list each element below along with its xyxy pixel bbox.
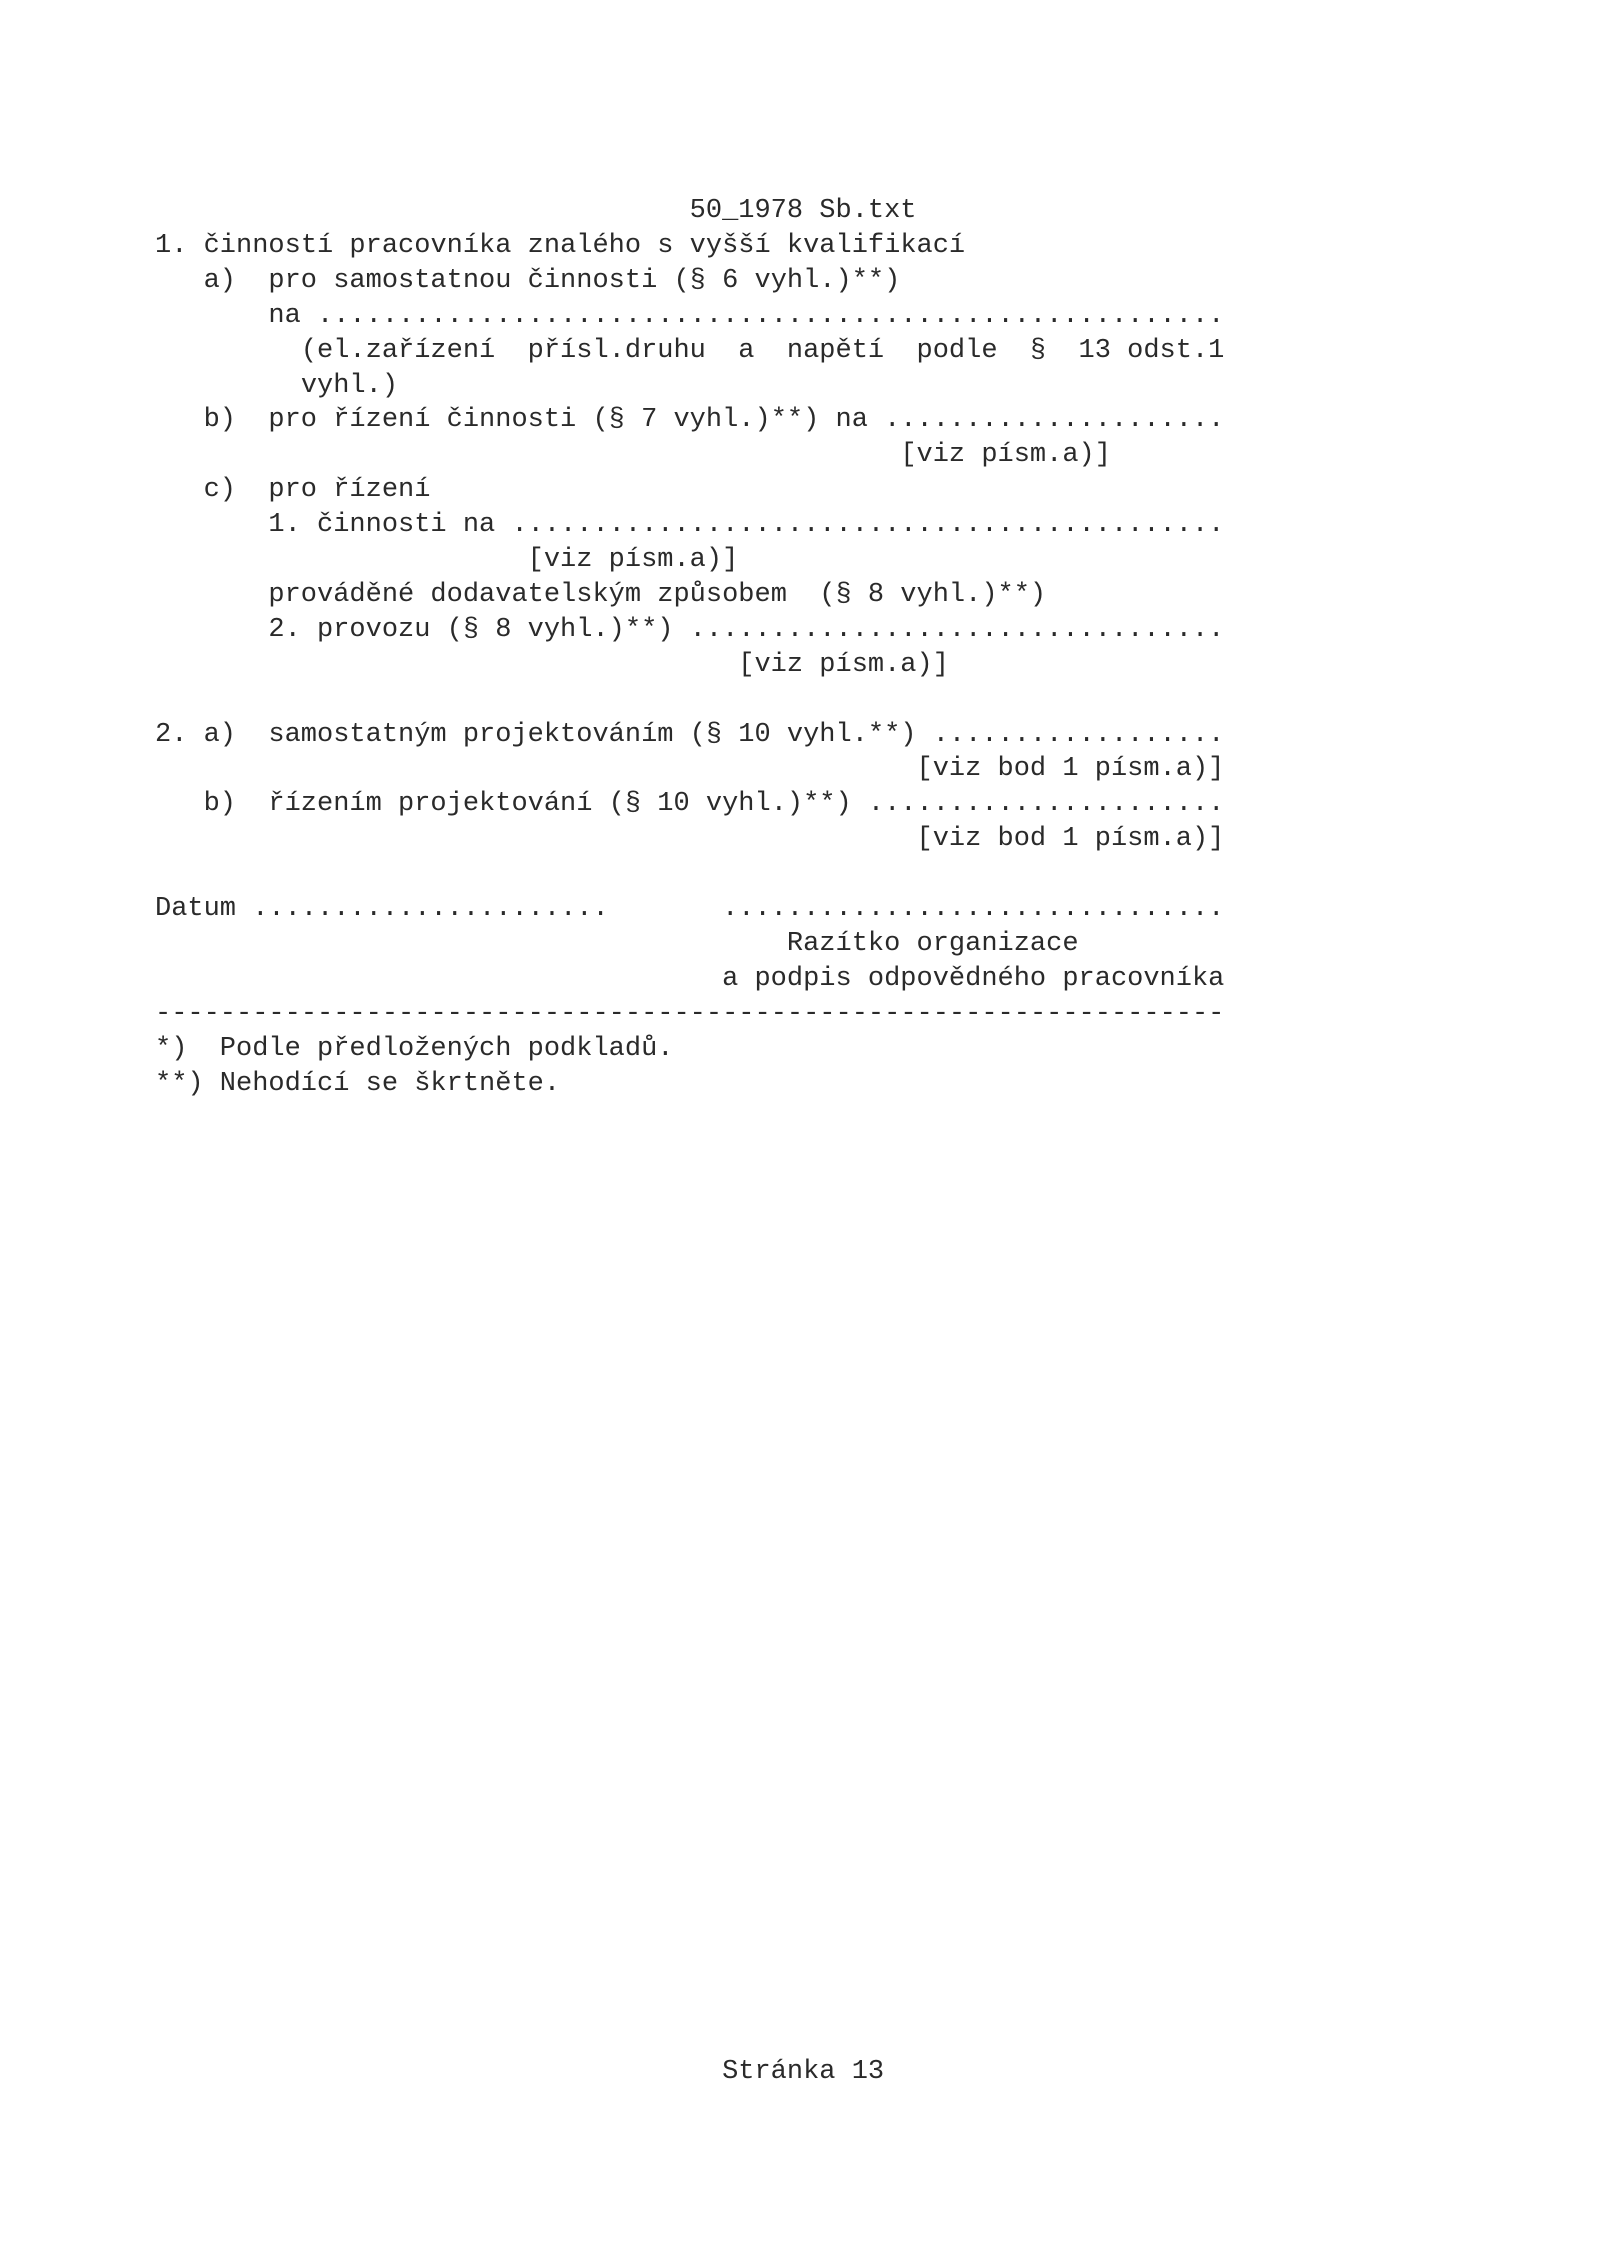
item-1c2-hint: [viz písm.a)] — [738, 649, 949, 680]
page-number-footer: Stránka 13 — [722, 2057, 885, 2087]
item-1a-fill-line: na ........................................................ — [268, 300, 1225, 331]
footnote-2-text: Nehodící se škrtněte. — [219, 1068, 561, 1099]
item-2a-hint: [viz bod 1 písm.a)] — [916, 754, 1225, 785]
item-2b-marker: b) — [203, 789, 236, 820]
document-text — [155, 194, 1255, 2094]
section-1-title: 1. činností pracovníka znalého s vyšší kvalifikací — [155, 230, 966, 261]
item-1c1-label: 1. činnosti na ............................................ — [268, 510, 1225, 541]
item-1c-marker: c) — [203, 475, 236, 506]
item-2a-label: samostatným projektováním (§ 10 vyhl.**) .................. — [268, 719, 1225, 750]
item-1a-marker: a) — [203, 265, 236, 296]
item-1a-hint-line-1: (el.zařízení přísl.druhu a napětí podle § 13 odst.1 — [300, 335, 1225, 366]
footnote-2-mark: **) — [155, 1068, 204, 1099]
item-2a-marker: a) — [203, 719, 236, 750]
footnote-1-text: Podle předložených podkladů. — [219, 1033, 674, 1064]
item-1c1-hint: [viz písm.a)] — [527, 545, 739, 575]
item-1c-label: pro řízení — [268, 475, 431, 506]
signature-field: ............................... — [722, 894, 1225, 924]
footnote-separator: ------------------------------------------------------------------ — [155, 998, 1225, 1029]
file-name-header: 50_1978 Sb.txt — [689, 196, 917, 226]
item-1b-marker: b) — [203, 405, 236, 436]
item-2b-label: řízením projektování (§ 10 vyhl.)**) ...................... — [268, 789, 1225, 820]
signature-caption-line-1: Razítko organizace — [786, 928, 1079, 959]
item-1a-label: pro samostatnou činnosti (§ 6 vyhl.)**) — [268, 265, 901, 296]
footnote-1-mark: *) — [155, 1033, 188, 1064]
signature-caption-line-2: a podpis odpovědného pracovníka — [722, 963, 1225, 994]
date-field: Datum ...................... — [155, 894, 609, 924]
item-1c2-label: 2. provozu (§ 8 vyhl.)**) ................................. — [268, 614, 1225, 645]
item-1b-label: pro řízení činnosti (§ 7 vyhl.)**) na ..................... — [268, 405, 1225, 436]
item-1a-hint-line-2: vyhl.) — [300, 370, 399, 401]
section-2-number: 2. — [155, 719, 188, 750]
item-1c-note: prováděné dodavatelským způsobem (§ 8 vyhl.)**) — [268, 579, 1047, 610]
item-1b-hint: [viz písm.a)] — [900, 440, 1111, 471]
item-2b-hint: [viz bod 1 písm.a)] — [916, 824, 1225, 855]
